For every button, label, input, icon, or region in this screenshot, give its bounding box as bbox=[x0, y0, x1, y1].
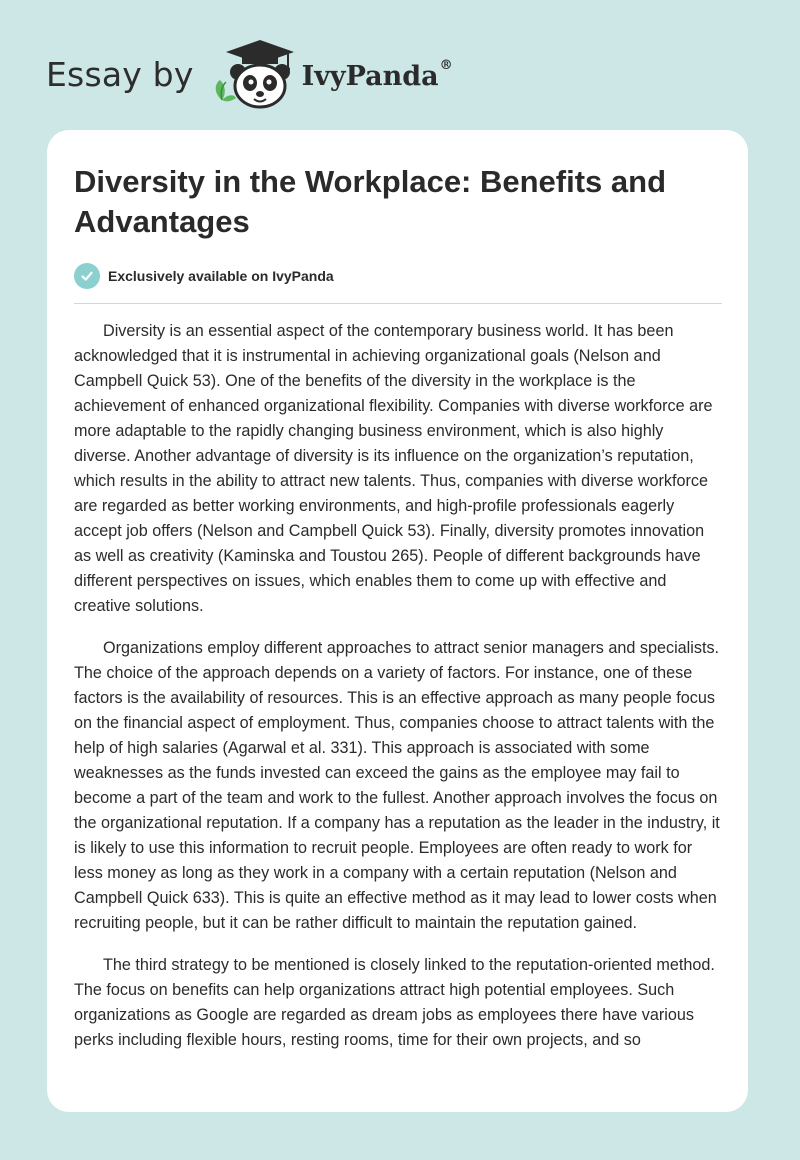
essay-paragraph: The third strategy to be mentioned is closely linked to the reputation-oriented method. The focus on benefits can help organizations attract high potential employees. Such organizations as Google are regarded as dream jobs as employees there have various perks including flexible hours, resting rooms, time for their own projects, and so bbox=[74, 956, 715, 1049]
essay-body bbox=[74, 319, 722, 1070]
essay-by-label: Essay by bbox=[46, 54, 194, 94]
site-header bbox=[46, 38, 453, 110]
check-icon bbox=[74, 263, 100, 289]
exclusive-badge bbox=[74, 263, 334, 289]
brand-name bbox=[301, 57, 453, 92]
trademark-symbol: ® bbox=[439, 57, 453, 73]
essay-card bbox=[47, 130, 748, 1112]
title-divider bbox=[74, 303, 722, 304]
essay-paragraph: Diversity is an essential aspect of the contemporary business world. It has been acknowledged that it is instrumental in achieving organizational goals (Nelson and Campbell Quick 53). One of the benefits of the diversity in the workplace is the achievement of enhanced organizational flexibility. Companies with diverse workforce are more adaptable to the rapidly changing business environment, which is also highly diverse. Another advantage of diversity is its influence on the organization’s reputation, which results in the ability to attract new talents. Thus, companies with diverse workforce are regarded as better working environments, and high-profile professionals eagerly accept job offers (Nelson and Campbell Quick 53). Finally, diversity promotes innovation as well as creativity (Kaminska and Toustou 265). People of different backgrounds have different perspectives on issues, which enables them to come up with effective and creative solutions. bbox=[74, 322, 713, 615]
exclusive-badge-label: Exclusively available on IvyPanda bbox=[108, 268, 334, 284]
brand-text: IvyPanda bbox=[301, 60, 439, 92]
panda-logo-icon[interactable] bbox=[208, 38, 296, 110]
essay-paragraph: Organizations employ different approaches to attract senior managers and specialists. The choice of the approach depends on a variety of factors. For instance, one of these factors is the availability of resources. This is an effective approach as many people focus on the financial aspect of employment. Thus, companies choose to attract talents with the help of high salaries (Agarwal et al. 331). This approach is associated with some weaknesses as the funds invested can exceed the gains as the employee may fail to become a part of the team and work to the fullest. Another approach involves the focus on the organizational reputation. If a company has a reputation as the leader in the industry, it is likely to use this information to recruit people. Employees are often ready to work for less money as long as they work in a company with a certain reputation (Nelson and Campbell Quick 633). This is quite an effective method as it may lead to lower costs when recruiting people, but it can be rather difficult to maintain the reputation gained. bbox=[74, 639, 720, 932]
essay-title: Diversity in the Workplace: Benefits and Advantages bbox=[74, 164, 667, 239]
